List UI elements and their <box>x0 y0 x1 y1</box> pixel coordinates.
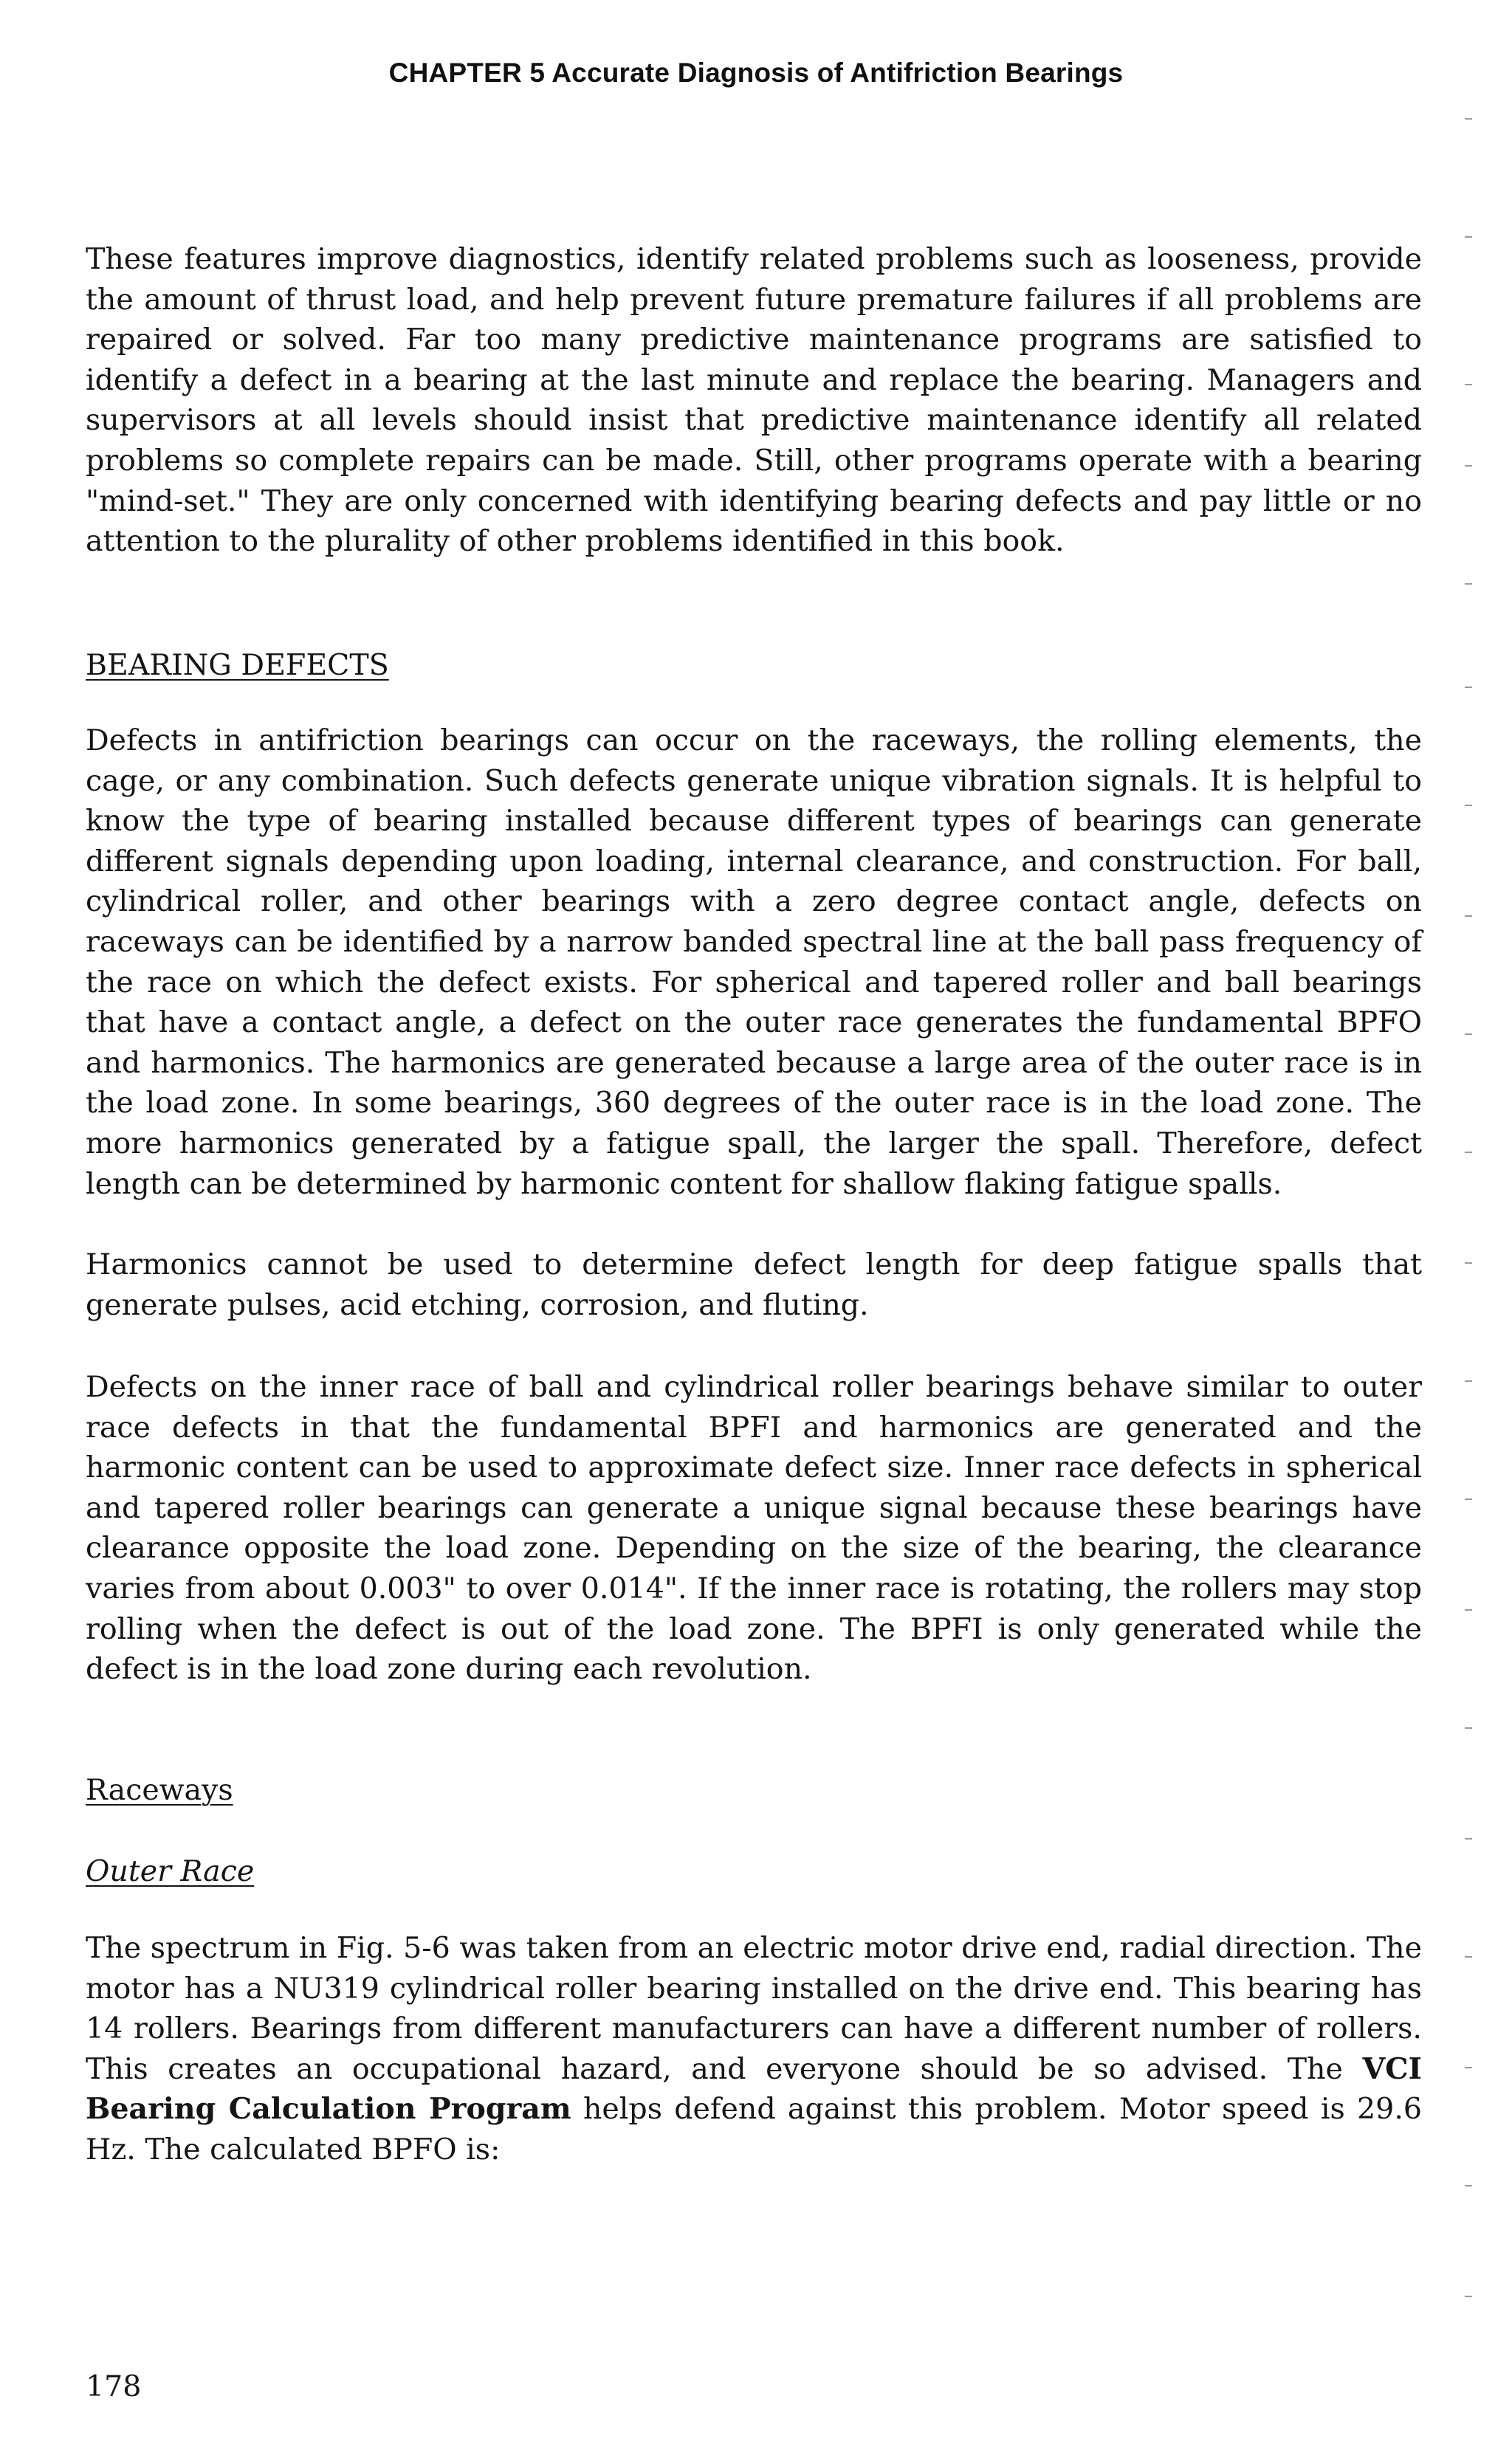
margin-mark <box>1465 236 1472 238</box>
bearing-defects-paragraph-2: Harmonics cannot be used to determine defect length for deep fatigue spalls that generate pulses, acid etching, corrosion, and fluting. <box>86 1248 1422 1322</box>
scan-margin-marks <box>1465 0 1487 2464</box>
margin-mark <box>1465 915 1472 917</box>
margin-mark <box>1465 805 1472 806</box>
margin-mark <box>1465 1727 1472 1729</box>
subsection-heading-outer-race: Outer Race <box>86 1854 255 1888</box>
intro-paragraph: These features improve diagnostics, identify related problems such as looseness, provide the amount of thrust load, and help prevent future premature failures if all problems are repaired or solved. Far too many predictive maintenance programs are satisfied to identify a defect in a bearing at the last minute and replace the bearing. Managers and supervisors at all levels should insist that predictive maintenance identify all related problems so complete repairs can be made. Still, other programs operate with a bearing "mind-set." They are only concerned with identifying bearing defects and pay little or no attention to the plurality of other problems identified in this book. <box>86 242 1422 559</box>
vci-program-name: VCI Bearing Calculation Program <box>86 2051 1422 2127</box>
margin-mark <box>1465 2067 1472 2068</box>
margin-mark <box>1465 1380 1472 1382</box>
margin-mark <box>1465 2296 1472 2297</box>
subsection-heading-raceways: Raceways <box>86 1773 233 1807</box>
margin-mark <box>1465 1956 1472 1958</box>
margin-mark <box>1465 2185 1472 2186</box>
margin-mark <box>1465 1033 1472 1035</box>
outer-race-paragraph <box>86 1928 1422 2170</box>
margin-mark <box>1465 465 1472 467</box>
section-heading-bearing-defects: BEARING DEFECTS <box>86 648 389 682</box>
margin-mark <box>1465 384 1472 385</box>
margin-mark <box>1465 1838 1472 1840</box>
margin-mark <box>1465 686 1472 688</box>
margin-mark <box>1465 1152 1472 1153</box>
margin-mark <box>1465 583 1472 585</box>
margin-mark <box>1465 1609 1472 1611</box>
bearing-defects-paragraph-3: Defects on the inner race of ball and cylindrical roller bearings behave similar to outer race defects in that the fundamental BPFI and harmonics are generated and the harmonic content can be used to approximate defect size. Inner race defects in spherical and tapered roller bearings can generate a unique signal because these bearings have clearance opposite the load zone. Depending on the size of the bearing, the clearance varies from about 0.003" to over 0.014". If the inner race is rotating, the rollers may stop rolling when the defect is out of the load zone. The BPFI is only generated while the defect is in the load zone during each revolution. <box>86 1370 1422 1687</box>
margin-mark <box>1465 1498 1472 1500</box>
running-head: CHAPTER 5 Accurate Diagnosis of Antifriction Bearings <box>388 58 1124 88</box>
bearing-defects-paragraph-1: Defects in antifriction bearings can occur on the raceways, the rolling elements, the cage, or any combination. Such defects generate unique vibration signals. It is helpful to know the type of bearing installed because different types of bearings can generate different signals depending upon loading, internal clearance, and construction. For ball, cylindrical roller, and other bearings with a zero degree contact angle, defects on raceways can be identified by a narrow banded spectral line at the ball pass frequency of the race on which the defect exists. For spherical and tapered roller and ball bearings that have a contact angle, a defect on the outer race generates the fundamental BPFO and harmonics. The harmonics are generated because a large area of the outer race is in the load zone. In some bearings, 360 degrees of the outer race is in the load zone. The more harmonics generated by a fatigue spall, the larger the spall. Therefore, defect length can be determined by harmonic content for shallow flaking fatigue spalls. <box>86 723 1422 1201</box>
margin-mark <box>1465 1262 1472 1264</box>
outer-race-text-start: The spectrum in Fig. 5-6 was taken from an electric motor drive end, radial direction. The motor has a NU319 cylindrical roller bearing installed on the drive end. This bearing has 14 rollers. Bearings from different manufacturers can have a different number of rollers. This creates an occupational hazard, and everyone should be so advised. The <box>86 1931 1422 2086</box>
outer-race-text-end: helps defend against this problem. Motor speed is 29.6 Hz. The calculated BPFO is: <box>86 2092 1423 2167</box>
page-number: 178 <box>86 2370 142 2403</box>
margin-mark <box>1465 118 1472 120</box>
